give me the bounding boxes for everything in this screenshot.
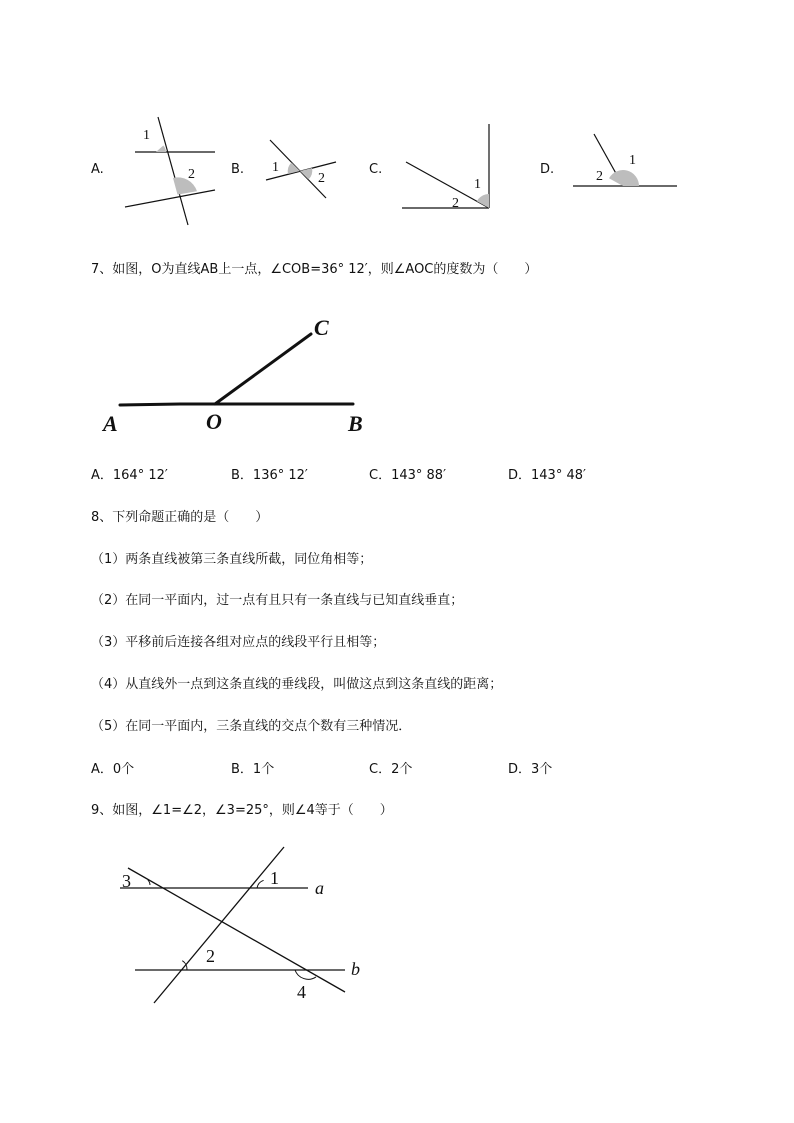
q8-stem: 8、下列命题正确的是（ ）	[91, 510, 269, 525]
q6-option-a-letter: A.	[91, 162, 104, 177]
q8-option-d: D．3个	[508, 762, 553, 777]
q6a-angle2-label: 2	[188, 167, 195, 182]
q8-statement-2: （2）在同一平面内，过一点有且只有一条直线与已知直线垂直；	[91, 593, 464, 608]
q8-statement-5: （5）在同一平面内，三条直线的交点个数有三种情况．	[91, 719, 412, 734]
q9-label-a: a	[315, 878, 324, 898]
q7-label-b: B	[348, 411, 363, 436]
q6c-angle1-label: 1	[474, 177, 481, 192]
q6-figure-b	[258, 132, 343, 207]
q8-statement-4: （4）从直线外一点到这条直线的垂线段，叫做这点到这条直线的距离；	[91, 677, 503, 692]
q6-figure-d	[570, 130, 680, 192]
q6c-angle2-label: 2	[452, 196, 459, 211]
q7-option-c: C．143° 88′	[369, 468, 447, 483]
q7-option-d: D．143° 48′	[508, 468, 586, 483]
q9-label-4: 4	[297, 982, 306, 1002]
q9-stem: 9、如图，∠1=∠2，∠3=25°，则∠4等于（ ）	[91, 803, 393, 818]
q7-option-b: B．136° 12′	[231, 468, 308, 483]
q6-option-c-letter: C.	[369, 162, 383, 177]
q9-label-1: 1	[270, 868, 279, 888]
q9-label-b: b	[351, 959, 360, 979]
q9-label-2: 2	[206, 946, 215, 966]
q8-option-c: C．2个	[369, 762, 413, 777]
q6-option-d-letter: D.	[540, 162, 555, 177]
q6-option-b-letter: B.	[231, 162, 245, 177]
q8-option-b: B．1个	[231, 762, 275, 777]
q6b-angle2-label: 2	[318, 171, 325, 186]
q7-label-a: A	[103, 411, 118, 436]
q8-statement-1: （1）两条直线被第三条直线所截，同位角相等；	[91, 552, 373, 567]
q6-figure-a	[120, 112, 220, 227]
q6a-angle1-label: 1	[143, 128, 150, 143]
q8-statement-3: （3）平移前后连接各组对应点的线段平行且相等；	[91, 635, 386, 650]
q7-label-o: O	[206, 409, 222, 434]
q6d-angle1-label: 1	[629, 153, 636, 168]
q7-label-c: C	[314, 315, 329, 340]
q8-option-a: A．0个	[91, 762, 135, 777]
q6b-angle1-label: 1	[272, 160, 279, 175]
q9-label-3: 3	[122, 871, 131, 891]
q6-figure-c	[400, 122, 495, 214]
q7-figure	[100, 310, 375, 440]
q7-stem: 7、如图，O为直线AB上一点，∠COB=36° 12′，则∠AOC的度数为（ ）	[91, 262, 538, 277]
q7-option-a: A．164° 12′	[91, 468, 168, 483]
q6d-angle2-label: 2	[596, 169, 603, 184]
q9-figure	[110, 840, 380, 1015]
